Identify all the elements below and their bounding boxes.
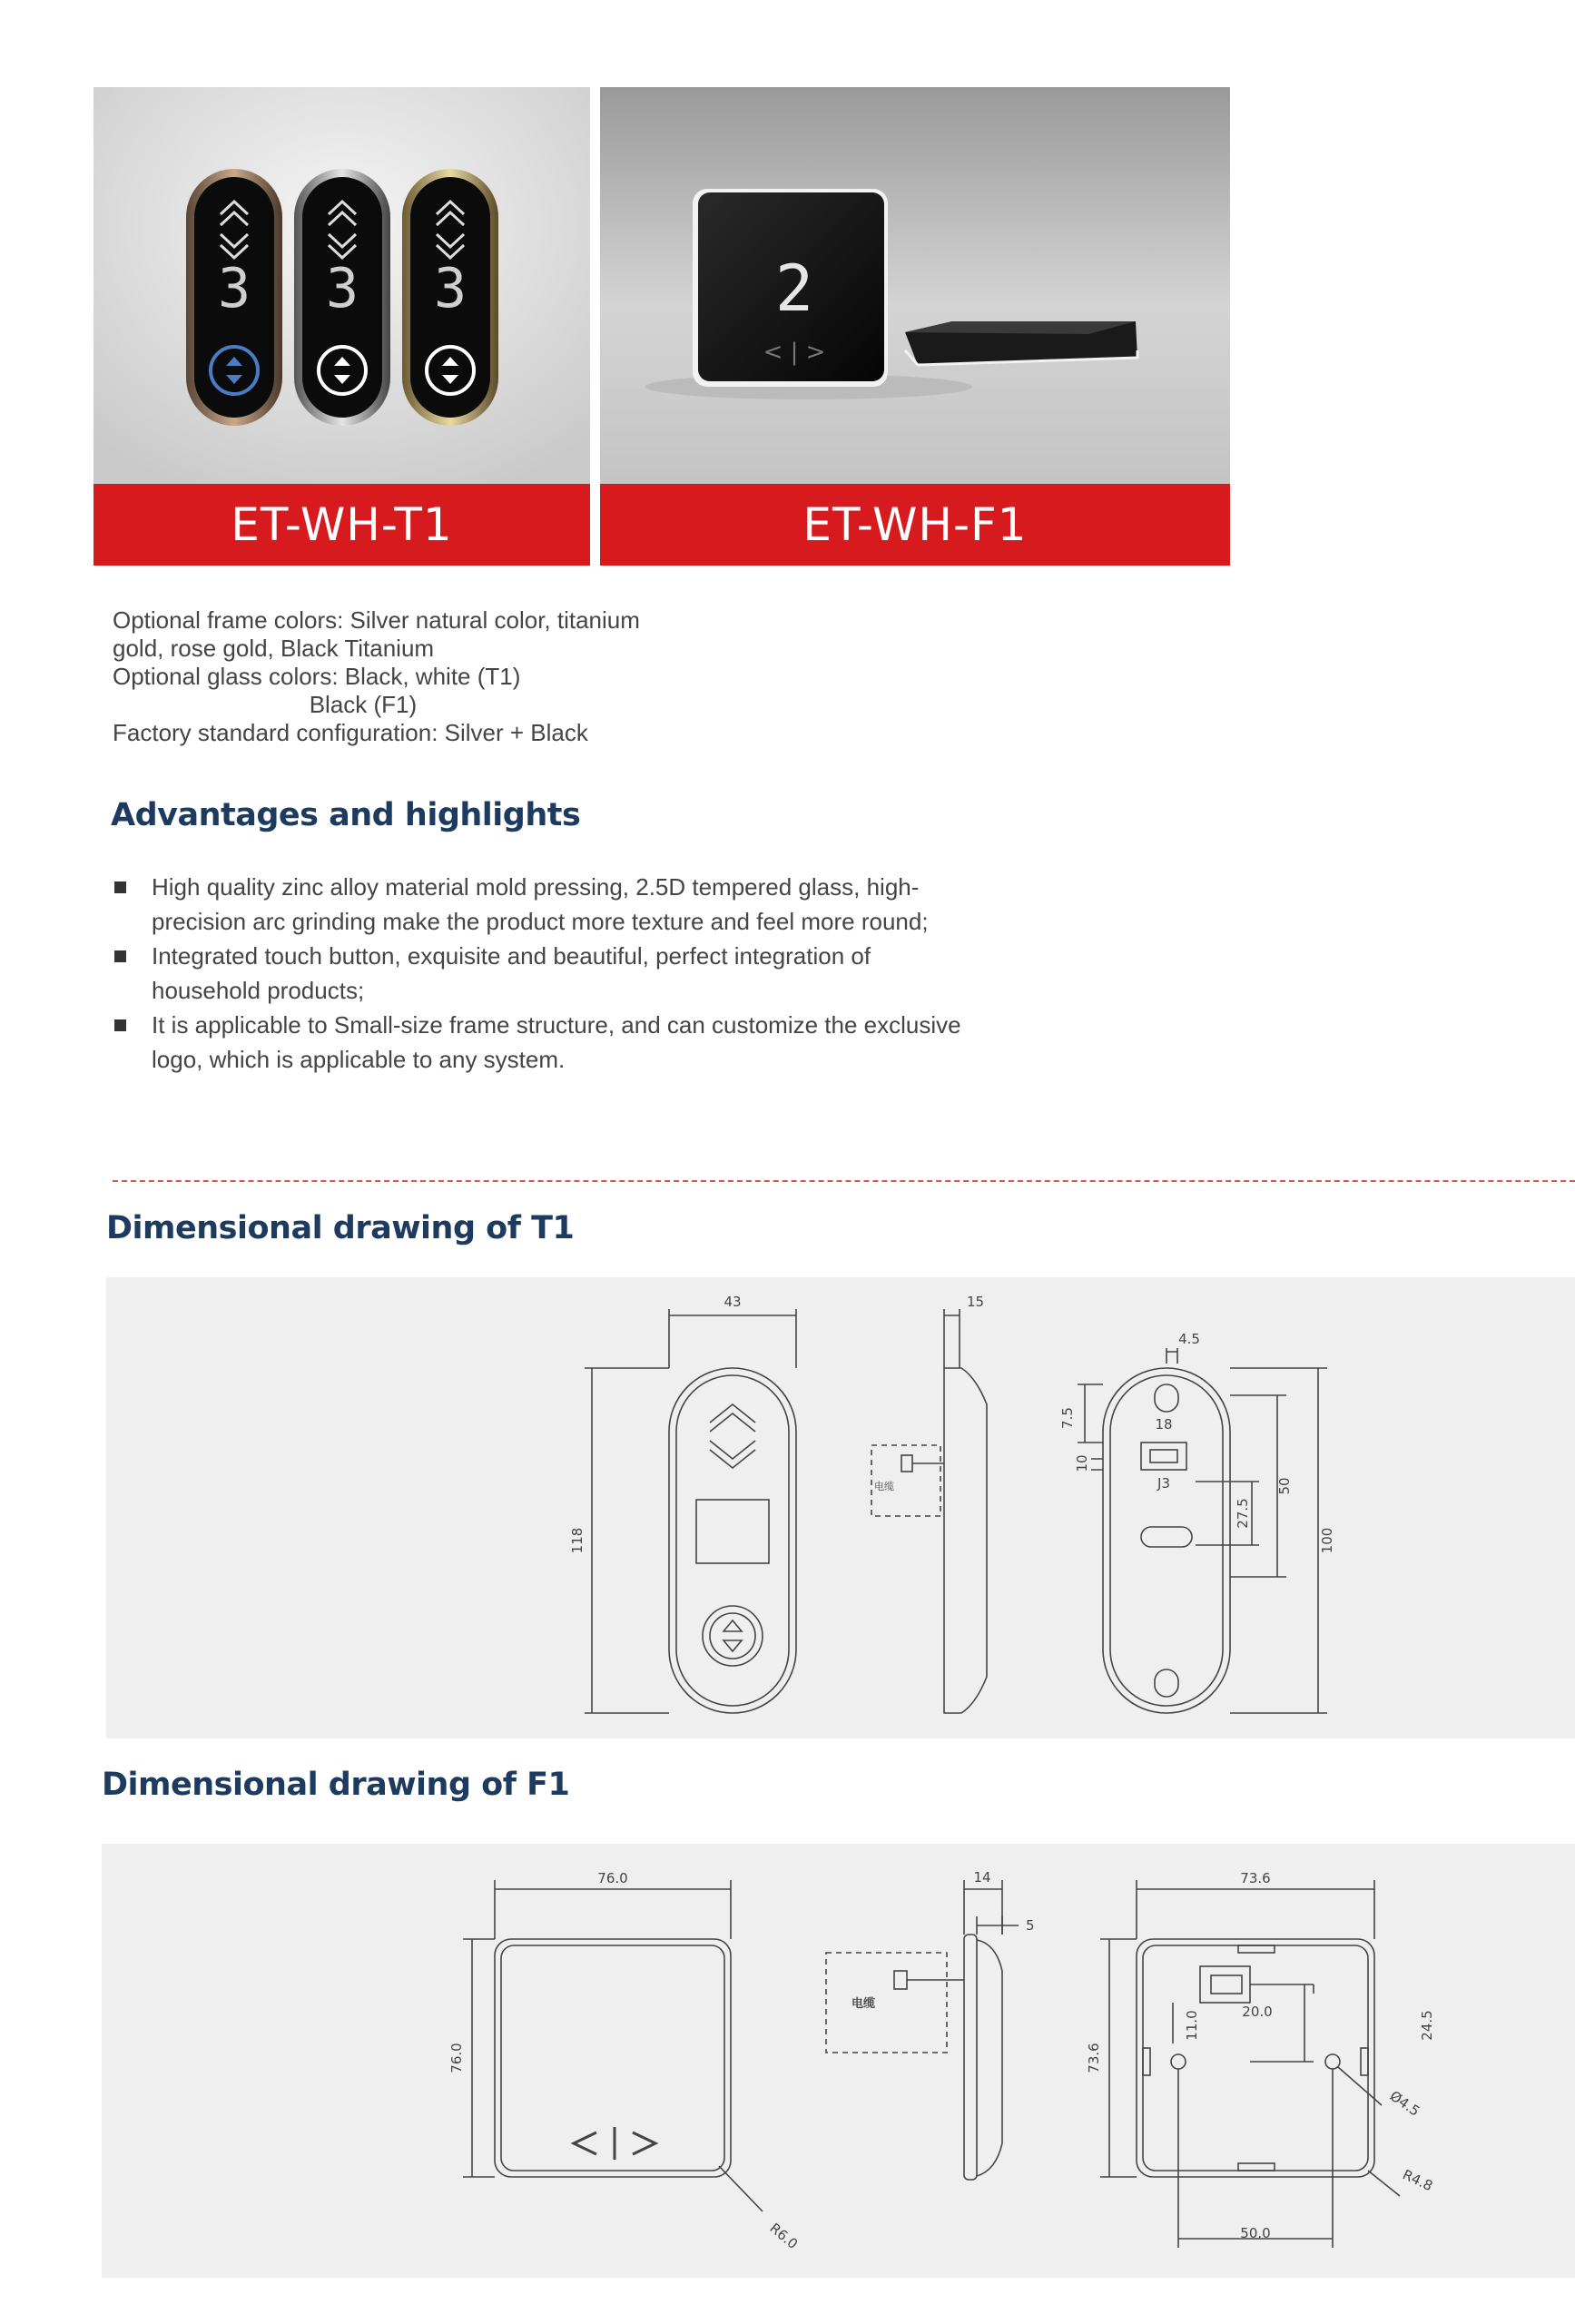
display-digit: 3 bbox=[325, 257, 359, 320]
dim-label: 7.5 bbox=[1059, 1407, 1076, 1429]
cable-label: 电缆 bbox=[874, 1481, 894, 1492]
list-item bbox=[113, 870, 984, 939]
advantages-title: Advantages and highlights bbox=[111, 797, 581, 833]
product-card-t1 bbox=[94, 87, 590, 566]
spec-line: Black (F1) bbox=[113, 691, 418, 718]
t1-drawing-title: Dimensional drawing of T1 bbox=[106, 1210, 575, 1246]
dim-label: 73.6 bbox=[1240, 1870, 1271, 1886]
dim-label: 27.5 bbox=[1235, 1498, 1251, 1529]
dim-label: 50 bbox=[1276, 1477, 1293, 1495]
t1-dimension-drawing bbox=[106, 1277, 1575, 1738]
dim-label: 50.0 bbox=[1240, 2225, 1271, 2241]
bullet-square-icon bbox=[114, 881, 126, 893]
dim-label: 76.0 bbox=[597, 1870, 628, 1886]
advantages-list bbox=[113, 870, 984, 1077]
dim-label: 5 bbox=[1026, 1917, 1035, 1934]
f1-drawing-panel bbox=[102, 1844, 1575, 2278]
section-divider bbox=[113, 1180, 1575, 1182]
cable-label: 电缆 bbox=[851, 1997, 876, 2011]
list-item bbox=[113, 1008, 984, 1077]
dim-label: 20.0 bbox=[1242, 2004, 1273, 2020]
dim-label: 14 bbox=[973, 1869, 991, 1886]
list-item-text: Integrated touch button, exquisite and beautiful, perfect integration of household products; bbox=[152, 942, 871, 1004]
dim-label: 76.0 bbox=[448, 2043, 465, 2073]
spec-line: Factory standard configuration: Silver + Black bbox=[113, 719, 588, 746]
dim-label: 24.5 bbox=[1419, 2010, 1435, 2041]
f1-drawing-title: Dimensional drawing of F1 bbox=[102, 1767, 570, 1803]
dim-label: 118 bbox=[569, 1527, 586, 1554]
dim-label: 15 bbox=[967, 1294, 985, 1310]
display-digit: 3 bbox=[217, 257, 251, 320]
connector-label: J3 bbox=[1157, 1475, 1170, 1492]
dim-label: 73.6 bbox=[1086, 2043, 1102, 2073]
dim-label: 100 bbox=[1319, 1527, 1335, 1554]
display-digit: 3 bbox=[433, 257, 468, 320]
dim-label: R6.0 bbox=[766, 2220, 802, 2253]
dim-label: 10 bbox=[1074, 1454, 1090, 1472]
spec-line: Optional glass colors: Black, white (T1) bbox=[113, 663, 521, 690]
dim-label: R4.8 bbox=[1400, 2166, 1435, 2195]
list-item-text: High quality zinc alloy material mold pressing, 2.5D tempered glass, high-precision arc grinding make the product more texture and feel more round; bbox=[152, 873, 929, 935]
dim-label: 18 bbox=[1155, 1416, 1173, 1433]
dim-label: 43 bbox=[724, 1294, 742, 1310]
specs-text bbox=[113, 606, 640, 747]
product-photo-t1 bbox=[94, 87, 590, 484]
t1-drawing-panel bbox=[106, 1277, 1575, 1738]
dim-label: Ø4.5 bbox=[1386, 2087, 1423, 2120]
product-name-t1: ET-WH-T1 bbox=[94, 484, 590, 566]
spec-line: gold, rose gold, Black Titanium bbox=[113, 635, 435, 662]
product-name-f1: ET-WH-F1 bbox=[600, 484, 1230, 566]
product-card-f1 bbox=[600, 87, 1230, 566]
display-digit: 2 bbox=[774, 251, 814, 326]
bullet-square-icon bbox=[114, 950, 126, 962]
product-photo-f1 bbox=[600, 87, 1230, 484]
bullet-square-icon bbox=[114, 1019, 126, 1031]
svg-text:< | >: < | > bbox=[763, 339, 826, 366]
dim-label: 11.0 bbox=[1184, 2010, 1200, 2041]
list-item bbox=[113, 939, 984, 1008]
f1-dimension-drawing bbox=[102, 1844, 1575, 2278]
list-item-text: It is applicable to Small-size frame structure, and can customize the exclusive logo, which is applicable to any system. bbox=[152, 1011, 961, 1073]
spec-line: Optional frame colors: Silver natural color, titanium bbox=[113, 606, 640, 634]
dim-label: 4.5 bbox=[1178, 1331, 1200, 1347]
